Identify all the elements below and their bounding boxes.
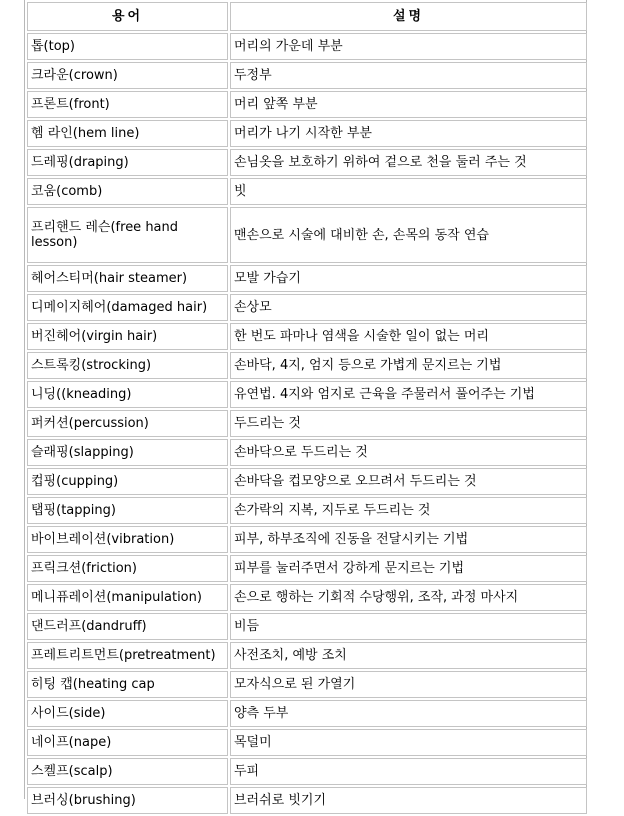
table-row xyxy=(27,207,587,263)
table-row xyxy=(27,526,587,553)
table-row xyxy=(27,497,587,524)
term-column-header: 용어 xyxy=(27,2,228,31)
table-row xyxy=(27,584,587,611)
term-cell: 댄드러프(dandruff) xyxy=(27,613,228,640)
term-cell: 히팅 캡(heating cap xyxy=(27,671,228,698)
description-cell: 두피 xyxy=(230,758,587,785)
term-cell: 코움(comb) xyxy=(27,178,228,205)
term-cell: 탭핑(tapping) xyxy=(27,497,228,524)
table-row xyxy=(27,323,587,350)
table-row xyxy=(27,555,587,582)
term-cell: 메니퓨레이션(manipulation) xyxy=(27,584,228,611)
table-row xyxy=(27,265,587,292)
glossary-body xyxy=(27,33,587,814)
table-row xyxy=(27,671,587,698)
term-cell: 네이프(nape) xyxy=(27,729,228,756)
table-row xyxy=(27,120,587,147)
description-cell: 머리 앞쪽 부분 xyxy=(230,91,587,118)
glossary-table xyxy=(25,0,589,816)
term-cell: 톱(top) xyxy=(27,33,228,60)
description-cell: 양측 두부 xyxy=(230,700,587,727)
table-row xyxy=(27,642,587,669)
table-row xyxy=(27,700,587,727)
description-cell: 두드리는 것 xyxy=(230,410,587,437)
term-cell: 슬래핑(slapping) xyxy=(27,439,228,466)
description-cell: 손상모 xyxy=(230,294,587,321)
term-cell: 브러싱(brushing) xyxy=(27,787,228,814)
term-cell: 바이브레이션(vibration) xyxy=(27,526,228,553)
term-cell: 스켈프(scalp) xyxy=(27,758,228,785)
description-cell: 머리의 가운데 부분 xyxy=(230,33,587,60)
description-cell: 목덜미 xyxy=(230,729,587,756)
table-row xyxy=(27,381,587,408)
table-row xyxy=(27,33,587,60)
term-cell: 헴 라인(hem line) xyxy=(27,120,228,147)
description-cell: 맨손으로 시술에 대비한 손, 손목의 동작 연습 xyxy=(230,207,587,263)
table-row xyxy=(27,352,587,379)
description-cell: 브러쉬로 빗기기 xyxy=(230,787,587,814)
description-cell: 피부를 눌러주면서 강하게 문지르는 기법 xyxy=(230,555,587,582)
term-cell: 사이드(side) xyxy=(27,700,228,727)
term-cell: 헤어스티머(hair steamer) xyxy=(27,265,228,292)
table-row xyxy=(27,91,587,118)
description-cell: 비듬 xyxy=(230,613,587,640)
description-cell: 손바닥으로 두드리는 것 xyxy=(230,439,587,466)
term-cell: 크라운(crown) xyxy=(27,62,228,89)
term-cell: 드레핑(draping) xyxy=(27,149,228,176)
description-cell: 손바닥, 4지, 엄지 등으로 가볍게 문지르는 기법 xyxy=(230,352,587,379)
description-cell: 사전조치, 예방 조치 xyxy=(230,642,587,669)
table-row xyxy=(27,410,587,437)
table-row xyxy=(27,613,587,640)
table-row xyxy=(27,468,587,495)
description-cell: 손님옷을 보호하기 위하여 겉으로 천을 둘러 주는 것 xyxy=(230,149,587,176)
description-column-header: 설명 xyxy=(230,2,587,31)
description-cell: 두정부 xyxy=(230,62,587,89)
table-row xyxy=(27,149,587,176)
table-row xyxy=(27,178,587,205)
table-row xyxy=(27,294,587,321)
term-cell: 프릭크션(friction) xyxy=(27,555,228,582)
description-cell: 모발 가습기 xyxy=(230,265,587,292)
term-cell: 퍼커션(percussion) xyxy=(27,410,228,437)
description-cell: 머리가 나기 시작한 부분 xyxy=(230,120,587,147)
term-cell: 버진헤어(virgin hair) xyxy=(27,323,228,350)
term-cell: 프레트리트먼트(pretreatment) xyxy=(27,642,228,669)
table-row xyxy=(27,62,587,89)
description-cell: 빗 xyxy=(230,178,587,205)
table-row xyxy=(27,439,587,466)
table-row xyxy=(27,729,587,756)
term-cell: 스트록킹(strocking) xyxy=(27,352,228,379)
header-row xyxy=(27,2,587,31)
description-cell: 한 번도 파마나 염색을 시술한 일이 없는 머리 xyxy=(230,323,587,350)
term-cell: 니딩((kneading) xyxy=(27,381,228,408)
term-cell: 프론트(front) xyxy=(27,91,228,118)
table-row xyxy=(27,758,587,785)
description-cell: 손가락의 지복, 지두로 두드리는 것 xyxy=(230,497,587,524)
description-cell: 모자식으로 된 가열기 xyxy=(230,671,587,698)
term-cell: 프리핸드 레슨(free hand lesson) xyxy=(27,207,228,263)
glossary-header xyxy=(27,2,587,31)
table-row xyxy=(27,787,587,814)
term-cell: 디메이지헤어(damaged hair) xyxy=(27,294,228,321)
description-cell: 피부, 하부조직에 진동을 전달시키는 기법 xyxy=(230,526,587,553)
description-cell: 손바닥을 컵모양으로 오므려서 두드리는 것 xyxy=(230,468,587,495)
description-cell: 유연법. 4지와 엄지로 근육을 주물러서 풀어주는 기법 xyxy=(230,381,587,408)
term-cell: 컵핑(cupping) xyxy=(27,468,228,495)
description-cell: 손으로 행하는 기회적 수당행위, 조작, 과정 마사지 xyxy=(230,584,587,611)
